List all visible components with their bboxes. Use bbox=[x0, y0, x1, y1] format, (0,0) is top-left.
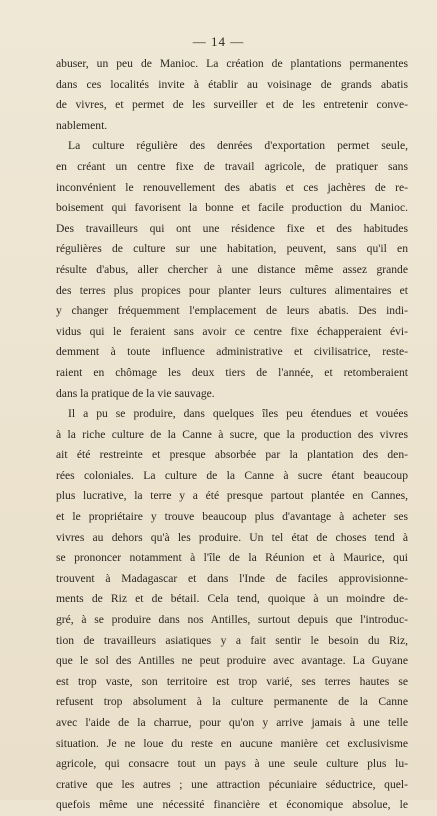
text-line: boisement qui favorisent la bonne et facile production du Manioc. bbox=[56, 201, 408, 215]
text-line: gré, à se produire dans nos Antilles, surtout depuis que l'introduc- bbox=[56, 613, 408, 627]
text-line: vidus qui le feraient sans avoir ce centre fixe échapperaient évi- bbox=[56, 324, 408, 338]
text-line: dans la pratique de la vie sauvage. bbox=[56, 386, 215, 400]
text-line: à la riche culture de la Canne à sucre, que la production des vivres bbox=[56, 427, 408, 441]
text-line: tion de travailleurs asiatiques y a fait sentir le besoin du Riz, bbox=[56, 633, 408, 647]
text-line: ait été restreinte et presque absorbée par la plantation des den- bbox=[56, 448, 408, 462]
text-line: régulières de culture sur une habitation, peuvent, sans qu'il en bbox=[56, 242, 408, 256]
page-number: — 14 — bbox=[192, 34, 245, 49]
text-line: y changer fréquemment l'emplacement de leurs abatis. Des indi- bbox=[56, 304, 408, 318]
text-line: plus lucrative, la terre y a été presque partout plantée en Cannes, bbox=[56, 489, 408, 503]
text-line: quefois même une nécessité financière et économique absolue, le bbox=[56, 798, 408, 812]
text-line: raient en chômage les deux tiers de l'année, et retomberaient bbox=[56, 365, 408, 379]
text-line: résulte d'abus, aller chercher à une distance même assez grande bbox=[56, 262, 408, 276]
text-line: et le propriétaire y trouve beaucoup plus d'avantage à acheter ses bbox=[56, 510, 408, 524]
body-text bbox=[56, 54, 408, 816]
paragraph-start-line: Il a pu se produire, dans quelques îles peu étendues et vouées bbox=[68, 407, 408, 421]
text-line: des terres plus propices pour planter leurs cultures alimentaires et bbox=[56, 283, 408, 297]
text-line: avec l'aide de la charrue, pour qu'on y arrive jamais à une telle bbox=[56, 716, 408, 729]
text-line: trouvent à Madagascar et dans l'Inde de faciles approvisionne- bbox=[56, 571, 408, 585]
text-line: Des travailleurs qui ont une résidence fixe et des habitudes bbox=[56, 221, 408, 235]
text-line: refusent trop absolument à la culture permanente de la Canne bbox=[56, 695, 408, 709]
text-line: situation. Je ne loue du reste en aucune manière cet exclusivisme bbox=[56, 736, 408, 750]
text-line: en créant un centre fixe de travail agricole, de pratiquer sans bbox=[56, 159, 408, 173]
text-line: crative que les autres ; une attraction pécuniaire séductrice, quel- bbox=[56, 777, 408, 791]
text-line: dans ces localités invite à établir au voisinage de grands abatis bbox=[56, 77, 408, 91]
text-line: abuser, un peu de Manioc. La création de plantations permanentes bbox=[56, 57, 408, 70]
text-line: agricole, qui consacre tout un pays à une seule culture plus lu- bbox=[56, 757, 408, 771]
text-line: inconvénient le renouvellement des abatis et ces jachères de re- bbox=[56, 180, 408, 194]
text-line: demment à toute influence administrative et civilisatrice, reste- bbox=[56, 345, 408, 359]
text-line: se prononcer notamment à l'île de la Réunion et à Maurice, qui bbox=[56, 551, 408, 565]
text-line: de vivres, et permet de les surveiller et de les entretenir conve- bbox=[56, 98, 408, 112]
paragraph-start-line: La culture régulière des denrées d'exportation permet seule, bbox=[68, 139, 408, 153]
text-line: que le sol des Antilles ne peut produire avec avantage. La Guyane bbox=[56, 654, 408, 668]
text-line: ments de Riz et de bétail. Cela tend, quoique à un moindre de- bbox=[56, 592, 408, 606]
text-line: vivres au dehors qu'à les produire. Un tel état de choses tend à bbox=[56, 530, 408, 544]
text-line: rées coloniales. La culture de la Canne à sucre étant beaucoup bbox=[56, 468, 408, 482]
text-line: est trop vaste, son territoire est trop varié, ses terres hautes se bbox=[56, 674, 408, 688]
text-line: nablement. bbox=[56, 118, 108, 132]
